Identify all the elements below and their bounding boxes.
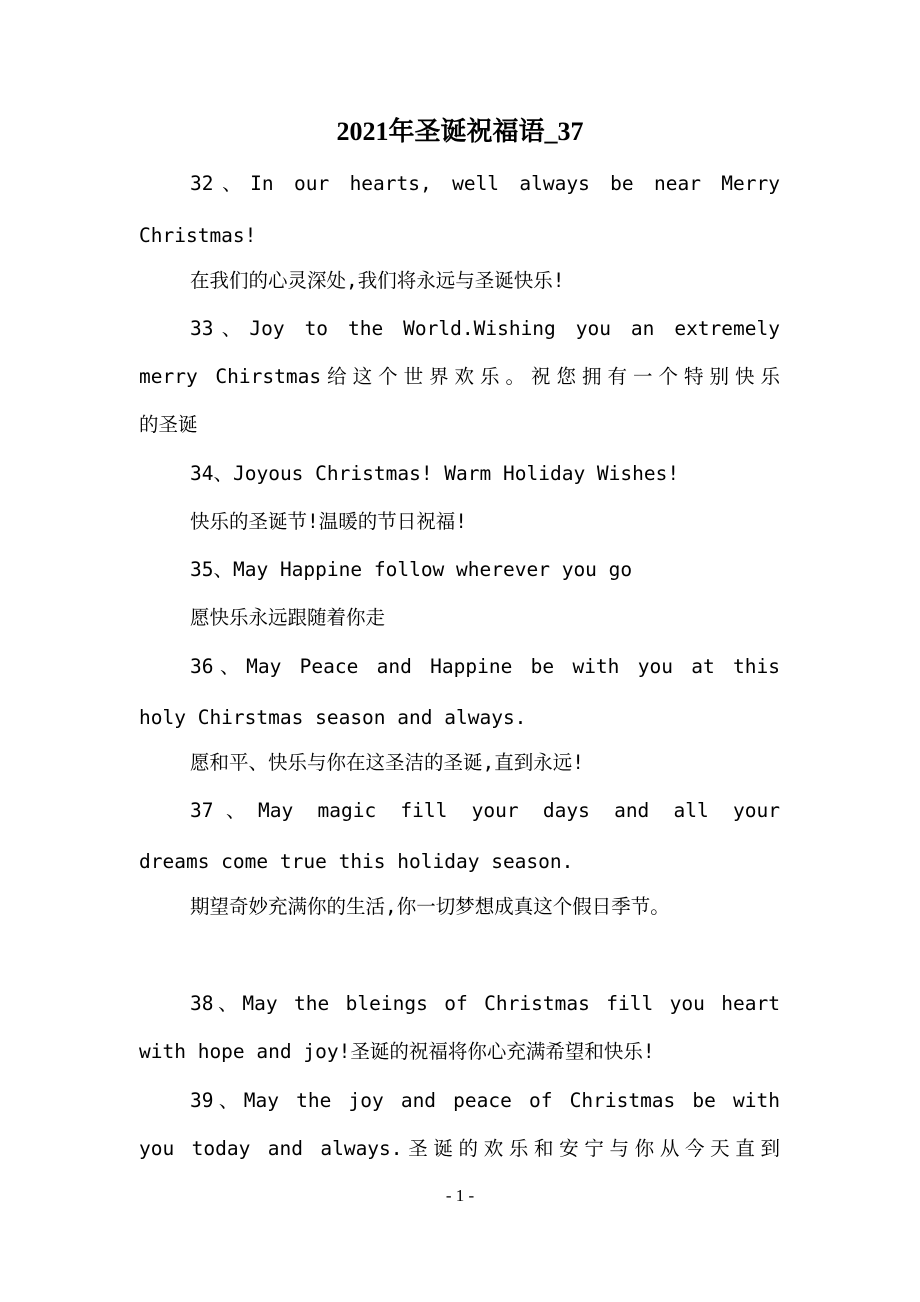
text-line: 35、May Happine follow wherever you go — [190, 558, 633, 581]
text-line: 期望奇妙充满你的生活,你一切梦想成真这个假日季节。 — [190, 895, 670, 918]
text-line: 32、In our hearts, well always be near Merry — [190, 172, 780, 195]
text-line: 愿和平、快乐与你在这圣洁的圣诞,直到永远! — [190, 751, 584, 774]
text-line: 34、Joyous Christmas! Warm Holiday Wishes! — [190, 462, 680, 485]
text-line: dreams come true this holiday season. — [139, 850, 574, 873]
text-line: 37、May magic fill your days and all your — [190, 799, 780, 822]
text-line: 33、Joy to the World.Wishing you an extremely — [190, 317, 780, 340]
text-line: 的圣诞 — [139, 413, 198, 436]
page-number: - 1 - — [445, 1186, 475, 1205]
text-line: you today and always.圣诞的欢乐和安宁与你从今天直到 — [139, 1137, 780, 1160]
text-line: Christmas! — [139, 224, 257, 247]
text-line: 36、May Peace and Happine be with you at this — [190, 655, 780, 678]
text-line: 38、May the bleings of Christmas fill you heart — [190, 992, 780, 1015]
text-line: 快乐的圣诞节!温暖的节日祝福! — [190, 510, 467, 533]
text-line: 愿快乐永远跟随着你走 — [190, 606, 386, 629]
document-title: 2021年圣诞祝福语_37 — [336, 117, 584, 146]
text-line: merry Chirstmas给这个世界欢乐。祝您拥有一个特别快乐 — [139, 365, 780, 388]
text-line: with hope and joy!圣诞的祝福将你心充满希望和快乐! — [139, 1040, 655, 1063]
text-line: holy Chirstmas season and always. — [139, 706, 527, 729]
text-line: 在我们的心灵深处,我们将永远与圣诞快乐! — [190, 269, 565, 292]
text-line: 39、May the joy and peace of Christmas be with — [190, 1089, 780, 1112]
